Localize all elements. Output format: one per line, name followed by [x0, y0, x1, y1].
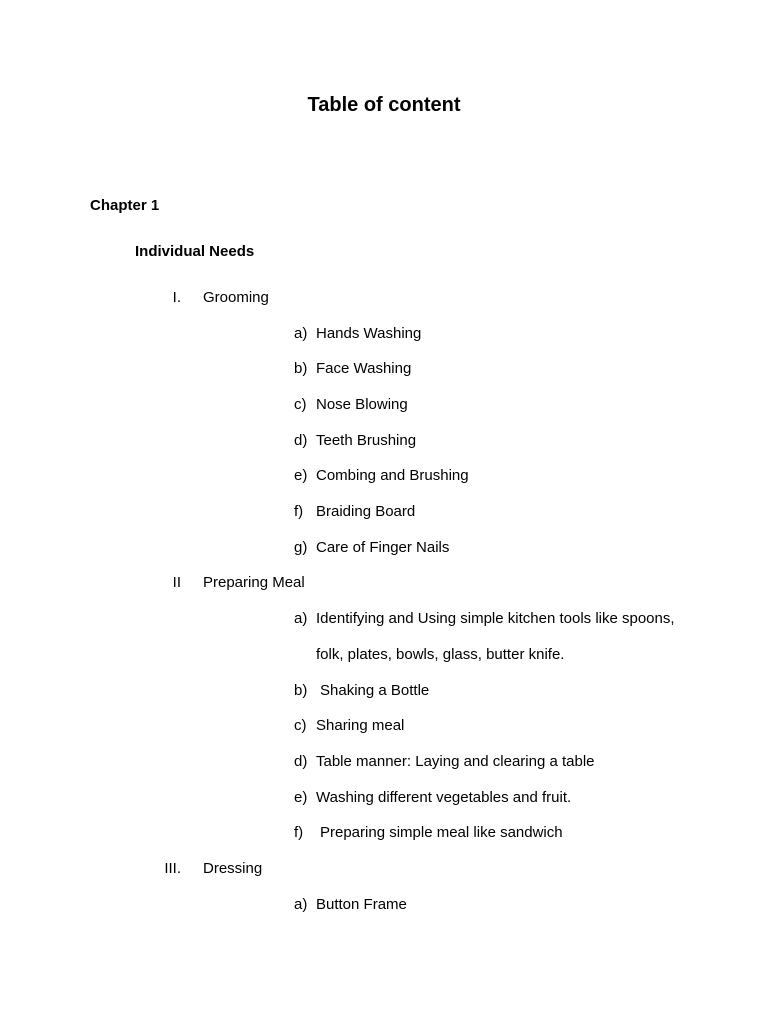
item-text: Identifying and Using simple kitchen tools like spoons,: [316, 610, 675, 627]
section-heading: Individual Needs: [135, 243, 255, 260]
item-text: Care of Finger Nails: [316, 539, 450, 556]
item-marker: f): [294, 824, 304, 841]
list-item: [0, 717, 768, 737]
item-marker: a): [294, 610, 308, 627]
list-item: [0, 503, 768, 523]
item-marker: b): [294, 682, 308, 699]
item-marker: a): [294, 896, 308, 913]
item-text: Teeth Brushing: [316, 432, 417, 449]
list-item: [0, 682, 768, 702]
item-marker: c): [294, 717, 307, 734]
list-item: [0, 824, 768, 844]
group-title: Dressing: [203, 860, 263, 877]
group-numeral: I.: [172, 289, 181, 306]
group-title: Preparing Meal: [203, 574, 305, 591]
item-text: Table manner: Laying and clearing a table: [316, 753, 595, 770]
item-marker: e): [294, 789, 308, 806]
list-item: [0, 789, 768, 809]
item-marker: d): [294, 753, 308, 770]
group-numeral: III.: [164, 860, 181, 877]
list-item: [0, 360, 768, 380]
list-item: [0, 753, 768, 773]
item-marker: g): [294, 539, 308, 556]
list-item: [0, 610, 768, 630]
page-title: Table of content: [307, 94, 461, 116]
item-marker: b): [294, 360, 308, 377]
item-marker: a): [294, 325, 308, 342]
item-text: Braiding Board: [316, 503, 416, 520]
item-text: Face Washing: [316, 360, 412, 377]
item-text-continuation: folk, plates, bowls, glass, butter knife.: [316, 646, 565, 663]
group-numeral: II: [172, 574, 181, 591]
item-text: Combing and Brushing: [316, 467, 469, 484]
list-item: [0, 325, 768, 345]
item-text: Button Frame: [316, 896, 407, 913]
item-text: Nose Blowing: [316, 396, 408, 413]
item-text: Preparing simple meal like sandwich: [320, 824, 563, 841]
item-text: Washing different vegetables and fruit.: [316, 789, 572, 806]
list-item: [0, 896, 768, 916]
item-marker: e): [294, 467, 308, 484]
group-dressing: [0, 860, 768, 880]
list-item: [0, 539, 768, 559]
group-title: Grooming: [203, 289, 269, 306]
item-marker: d): [294, 432, 308, 449]
item-marker: f): [294, 503, 304, 520]
group-preparing-meal: [0, 574, 768, 594]
list-item: [0, 396, 768, 416]
list-item: [0, 432, 768, 452]
item-text: Sharing meal: [316, 717, 405, 734]
item-text: Hands Washing: [316, 325, 422, 342]
list-item: [0, 467, 768, 487]
item-marker: c): [294, 396, 307, 413]
group-grooming: [0, 289, 768, 309]
chapter-heading: Chapter 1: [90, 197, 160, 214]
item-text: Shaking a Bottle: [320, 682, 430, 699]
